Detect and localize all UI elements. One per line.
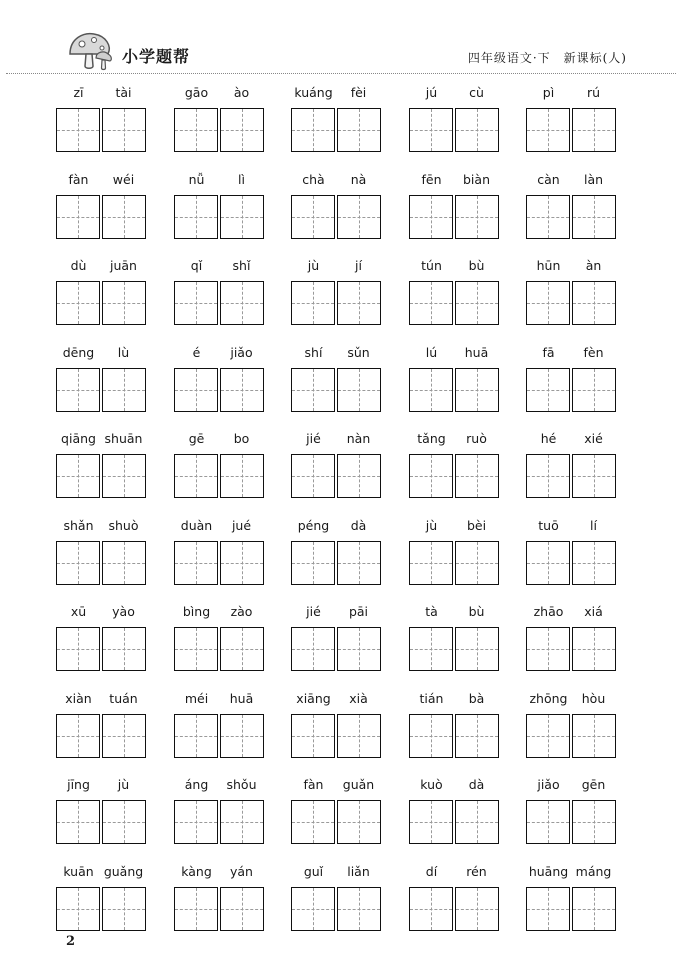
word-cell: [526, 345, 616, 425]
pinyin-label: bù: [468, 604, 485, 619]
pinyin-label: huāng: [528, 863, 569, 879]
word-cell: [409, 345, 499, 425]
word-cell: [291, 777, 381, 857]
writing-box[interactable]: [409, 627, 453, 671]
word-cell: [56, 258, 146, 338]
writing-box[interactable]: [291, 541, 335, 585]
writing-box[interactable]: [102, 887, 146, 931]
pinyin-label: duàn: [180, 517, 213, 533]
writing-box[interactable]: [56, 887, 100, 931]
word-cell: [174, 172, 264, 252]
pinyin-label: lù: [117, 344, 130, 360]
writing-box[interactable]: [56, 714, 100, 758]
pinyin-label: jù: [307, 258, 320, 273]
writing-box[interactable]: [337, 368, 381, 412]
pinyin-label: zī: [73, 85, 84, 100]
writing-box[interactable]: [56, 108, 100, 152]
writing-box[interactable]: [572, 281, 616, 325]
word-cell: [526, 172, 616, 252]
subject-label: 四年级语文·下 新课标(人): [467, 51, 627, 65]
writing-box[interactable]: [526, 281, 570, 325]
pinyin-label: fā: [542, 344, 555, 360]
pinyin-label: xié: [584, 431, 603, 446]
pinyin-label: nàn: [346, 431, 371, 446]
pinyin-label: xià: [349, 690, 368, 706]
pinyin-label: zhōng: [529, 690, 568, 706]
pinyin-label: tài: [115, 85, 132, 100]
pinyin-label: hé: [540, 431, 557, 446]
pinyin-label: tà: [425, 604, 438, 619]
writing-box[interactable]: [572, 541, 616, 585]
word-cell: [409, 85, 499, 165]
writing-box[interactable]: [56, 454, 100, 498]
pinyin-label: tián: [419, 690, 444, 706]
word-cell: [409, 431, 499, 511]
pinyin-label: bù: [468, 258, 485, 273]
writing-box[interactable]: [291, 714, 335, 758]
pinyin-label: jiǎo: [537, 777, 560, 792]
pinyin-label: huā: [229, 690, 254, 706]
word-cell: [291, 431, 381, 511]
writing-box[interactable]: [220, 454, 264, 498]
pinyin-label: yào: [112, 604, 135, 619]
writing-box[interactable]: [455, 627, 499, 671]
pinyin-label: huā: [464, 344, 489, 360]
writing-box[interactable]: [56, 195, 100, 239]
writing-box[interactable]: [409, 195, 453, 239]
word-cell: [174, 518, 264, 598]
writing-box[interactable]: [56, 281, 100, 325]
pinyin-label: àn: [585, 258, 602, 273]
pinyin-label: nà: [350, 171, 367, 187]
pinyin-label: kuò: [420, 777, 443, 792]
writing-box[interactable]: [572, 454, 616, 498]
writing-box[interactable]: [291, 800, 335, 844]
writing-box[interactable]: [174, 454, 218, 498]
word-cell: [174, 258, 264, 338]
writing-box[interactable]: [102, 108, 146, 152]
writing-box[interactable]: [102, 195, 146, 239]
writing-box[interactable]: [526, 195, 570, 239]
writing-box[interactable]: [526, 887, 570, 931]
pinyin-label: zhāo: [533, 604, 564, 619]
pinyin-label: méi: [184, 690, 209, 706]
writing-box[interactable]: [526, 108, 570, 152]
writing-box[interactable]: [337, 541, 381, 585]
pinyin-label: pì: [542, 85, 555, 100]
pinyin-label: yán: [230, 863, 253, 879]
word-cell: [56, 864, 146, 944]
writing-box[interactable]: [291, 108, 335, 152]
writing-box[interactable]: [455, 281, 499, 325]
writing-box[interactable]: [220, 541, 264, 585]
pinyin-label: gāo: [184, 85, 209, 100]
writing-box[interactable]: [572, 108, 616, 152]
writing-box[interactable]: [455, 454, 499, 498]
pinyin-label: hūn: [536, 258, 561, 273]
word-cell: [174, 345, 264, 425]
writing-box[interactable]: [526, 800, 570, 844]
pinyin-label: làn: [583, 171, 604, 187]
writing-box[interactable]: [174, 108, 218, 152]
word-cell: [409, 604, 499, 684]
writing-box[interactable]: [174, 368, 218, 412]
pinyin-label: dà: [468, 777, 485, 792]
word-cell: [174, 431, 264, 511]
pinyin-label: biàn: [463, 171, 490, 187]
pinyin-label: xiá: [584, 604, 603, 619]
pinyin-label: rú: [586, 85, 601, 100]
writing-box[interactable]: [102, 541, 146, 585]
pinyin-label: lì: [238, 171, 245, 187]
word-cell: [526, 777, 616, 857]
pinyin-label: tún: [421, 258, 442, 273]
writing-box[interactable]: [102, 281, 146, 325]
pinyin-label: jié: [306, 604, 321, 619]
writing-box[interactable]: [455, 887, 499, 931]
word-cell: [56, 518, 146, 598]
pinyin-label: wéi: [112, 171, 135, 187]
pinyin-label: jīng: [67, 777, 90, 792]
writing-box[interactable]: [337, 800, 381, 844]
writing-box[interactable]: [102, 368, 146, 412]
writing-box[interactable]: [291, 627, 335, 671]
pinyin-label: bèi: [466, 517, 487, 533]
pinyin-label: shí: [304, 344, 323, 360]
pinyin-label: ào: [233, 85, 250, 100]
word-cell: [56, 172, 146, 252]
word-cell: [526, 691, 616, 771]
writing-box[interactable]: [102, 800, 146, 844]
writing-box[interactable]: [56, 627, 100, 671]
pinyin-label: nǚ: [188, 171, 205, 187]
writing-box[interactable]: [526, 454, 570, 498]
writing-box[interactable]: [455, 195, 499, 239]
pinyin-label: rén: [466, 863, 487, 879]
pinyin-label: gēn: [581, 777, 606, 792]
pinyin-label: jú: [425, 85, 438, 100]
writing-box[interactable]: [337, 627, 381, 671]
writing-box[interactable]: [409, 887, 453, 931]
writing-box[interactable]: [56, 541, 100, 585]
writing-box[interactable]: [291, 454, 335, 498]
writing-box[interactable]: [526, 627, 570, 671]
writing-box[interactable]: [291, 887, 335, 931]
pinyin-label: péng: [297, 517, 330, 533]
pinyin-label: tǎng: [417, 431, 446, 446]
writing-box[interactable]: [572, 195, 616, 239]
writing-box[interactable]: [220, 887, 264, 931]
word-cell: [174, 691, 264, 771]
writing-box[interactable]: [174, 281, 218, 325]
word-cell: [291, 864, 381, 944]
writing-box[interactable]: [220, 714, 264, 758]
pinyin-label: dēng: [62, 344, 95, 360]
pinyin-label: dù: [70, 258, 87, 273]
pinyin-label: zào: [230, 604, 253, 619]
writing-box[interactable]: [291, 195, 335, 239]
pinyin-label: fàn: [68, 171, 89, 187]
writing-box[interactable]: [526, 368, 570, 412]
writing-box[interactable]: [174, 800, 218, 844]
pinyin-label: shǒu: [226, 777, 257, 792]
writing-box[interactable]: [455, 368, 499, 412]
pinyin-label: é: [192, 344, 201, 360]
writing-box[interactable]: [572, 800, 616, 844]
pinyin-label: shuò: [108, 517, 139, 533]
pinyin-label: bìng: [182, 604, 211, 619]
writing-box[interactable]: [337, 195, 381, 239]
word-cell: [291, 258, 381, 338]
writing-box[interactable]: [572, 714, 616, 758]
writing-box[interactable]: [572, 887, 616, 931]
pinyin-label: tuō: [538, 517, 559, 533]
word-cell: [526, 864, 616, 944]
word-cell: [174, 777, 264, 857]
writing-box[interactable]: [220, 627, 264, 671]
pinyin-label: fēn: [421, 171, 442, 187]
pinyin-label: dà: [350, 517, 367, 533]
writing-box[interactable]: [337, 887, 381, 931]
writing-box[interactable]: [409, 281, 453, 325]
pinyin-label: kàng: [181, 863, 212, 879]
pinyin-label: cù: [469, 85, 484, 100]
word-cell: [409, 258, 499, 338]
pinyin-label: áng: [184, 777, 209, 792]
pinyin-label: jù: [117, 777, 130, 792]
writing-box[interactable]: [409, 541, 453, 585]
pinyin-label: jù: [425, 517, 438, 533]
pinyin-label: gē: [188, 431, 205, 446]
pinyin-label: guǐ: [303, 863, 324, 879]
writing-box[interactable]: [337, 454, 381, 498]
writing-box[interactable]: [220, 800, 264, 844]
word-cell: [409, 691, 499, 771]
writing-box[interactable]: [572, 627, 616, 671]
word-cell: [56, 85, 146, 165]
word-cell: [174, 85, 264, 165]
pinyin-label: càn: [537, 171, 560, 187]
writing-box[interactable]: [174, 887, 218, 931]
word-cell: [291, 518, 381, 598]
writing-box[interactable]: [455, 108, 499, 152]
pinyin-label: jí: [355, 258, 362, 273]
writing-box[interactable]: [102, 454, 146, 498]
writing-box[interactable]: [572, 368, 616, 412]
pinyin-label: lí: [590, 517, 597, 533]
brand-title: 小学题帮: [122, 47, 191, 66]
writing-box[interactable]: [337, 108, 381, 152]
writing-box[interactable]: [174, 714, 218, 758]
word-cell: [174, 864, 264, 944]
pinyin-label: pāi: [348, 604, 369, 619]
writing-box[interactable]: [291, 368, 335, 412]
pinyin-label: xū: [70, 604, 87, 619]
pinyin-label: lú: [425, 344, 438, 360]
writing-box[interactable]: [102, 627, 146, 671]
pinyin-label: liǎn: [347, 863, 370, 879]
word-cell: [56, 431, 146, 511]
writing-box[interactable]: [56, 368, 100, 412]
writing-box[interactable]: [291, 281, 335, 325]
pinyin-label: jiǎo: [230, 344, 253, 360]
writing-box[interactable]: [337, 714, 381, 758]
page-number: 2: [66, 934, 76, 949]
writing-box[interactable]: [526, 714, 570, 758]
pinyin-label: qiāng: [61, 431, 96, 446]
pinyin-label: guǎng: [103, 863, 144, 879]
word-cell: [56, 691, 146, 771]
word-cell: [291, 691, 381, 771]
pinyin-label: fèn: [583, 344, 604, 360]
writing-box[interactable]: [455, 541, 499, 585]
pinyin-label: tuán: [109, 690, 138, 706]
word-cell: [291, 345, 381, 425]
pinyin-label: guǎn: [342, 777, 375, 792]
pinyin-label: ruò: [466, 431, 487, 446]
writing-box[interactable]: [409, 800, 453, 844]
word-cell: [291, 85, 381, 165]
pinyin-label: shǐ: [232, 258, 251, 273]
pinyin-label: kuáng: [294, 85, 333, 100]
pinyin-label: shuān: [104, 431, 143, 446]
word-cell: [291, 604, 381, 684]
word-cell: [409, 172, 499, 252]
word-cell: [409, 518, 499, 598]
writing-box[interactable]: [409, 108, 453, 152]
writing-box[interactable]: [409, 368, 453, 412]
pinyin-label: hòu: [581, 690, 606, 706]
word-cell: [409, 864, 499, 944]
pinyin-label: dí: [425, 863, 438, 879]
writing-box[interactable]: [56, 800, 100, 844]
pinyin-label: máng: [575, 863, 612, 879]
word-cell: [291, 172, 381, 252]
writing-box[interactable]: [220, 368, 264, 412]
word-cell: [526, 85, 616, 165]
writing-box[interactable]: [455, 800, 499, 844]
pinyin-label: sǔn: [347, 344, 370, 360]
writing-box[interactable]: [174, 195, 218, 239]
pinyin-label: jié: [306, 431, 321, 446]
word-cell: [526, 604, 616, 684]
pinyin-label: bà: [468, 690, 485, 706]
pinyin-label: kuān: [63, 863, 94, 879]
word-cell: [56, 604, 146, 684]
writing-box[interactable]: [409, 714, 453, 758]
pinyin-label: xiāng: [296, 690, 331, 706]
writing-box[interactable]: [220, 108, 264, 152]
word-cell: [174, 604, 264, 684]
word-cell: [526, 431, 616, 511]
pinyin-label: fàn: [303, 777, 324, 792]
word-cell: [56, 777, 146, 857]
pinyin-label: juān: [110, 258, 137, 273]
writing-box[interactable]: [409, 454, 453, 498]
writing-box[interactable]: [337, 281, 381, 325]
writing-box[interactable]: [455, 714, 499, 758]
word-cell: [409, 777, 499, 857]
word-cell: [526, 518, 616, 598]
writing-box[interactable]: [174, 627, 218, 671]
pinyin-label: fèi: [350, 85, 367, 100]
pinyin-label: bo: [233, 431, 250, 446]
writing-box[interactable]: [526, 541, 570, 585]
writing-box[interactable]: [102, 714, 146, 758]
pinyin-label: shǎn: [63, 517, 94, 533]
pinyin-label: jué: [231, 517, 252, 533]
writing-box[interactable]: [220, 281, 264, 325]
word-cell: [56, 345, 146, 425]
writing-box[interactable]: [220, 195, 264, 239]
pinyin-label: xiàn: [65, 690, 92, 706]
word-cell: [526, 258, 616, 338]
pinyin-label: chà: [302, 171, 325, 187]
pinyin-label: qǐ: [190, 258, 203, 273]
writing-box[interactable]: [174, 541, 218, 585]
